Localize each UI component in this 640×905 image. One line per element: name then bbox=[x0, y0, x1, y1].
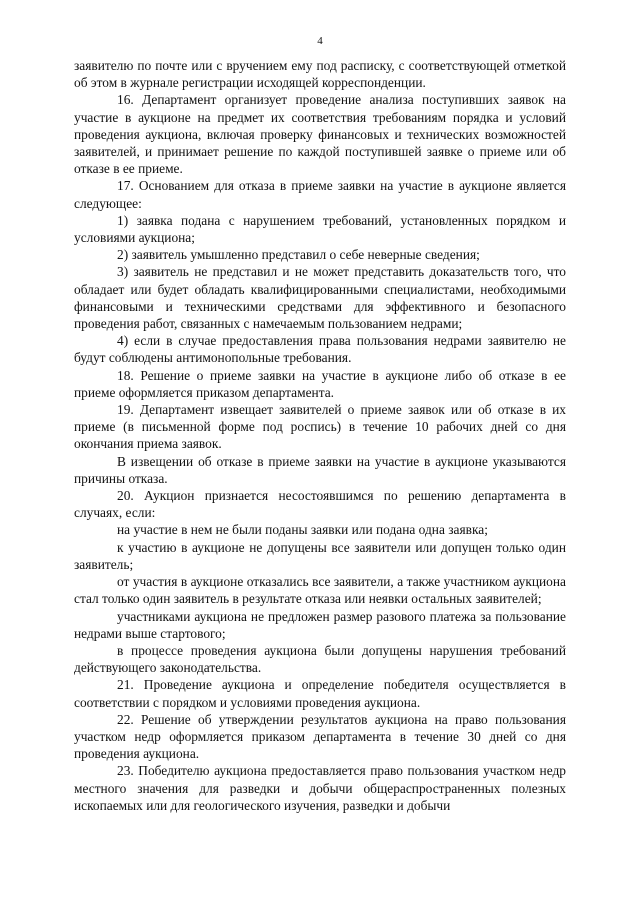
paragraph-21: 21. Проведение аукциона и определение победителя осуществляется в соответствии с порядком и условиями проведения аукциона. bbox=[74, 677, 566, 710]
paragraph-17-item-3: 3) заявитель не представил и не может представить доказательств того, что обладает или будет обладать квалифицированными специалистами, необходимыми финансовыми и техническими средствами для эффективного и безопасного проведения работ, связанных с намечаемым пользованием недрами; bbox=[74, 264, 566, 332]
paragraph-20-case-1: на участие в нем не были поданы заявки или подана одна заявка; bbox=[117, 522, 488, 538]
paragraph-20: 20. Аукцион признается несостоявшимся по решению департамента в случаях, если: bbox=[74, 488, 566, 521]
paragraph-17-item-1: 1) заявка подана с нарушением требований, установленных порядком и условиями аукциона; bbox=[74, 212, 566, 246]
document-body bbox=[74, 57, 566, 814]
paragraph-16: 16. Департамент организует проведение анализа поступивших заявок на участие в аукционе на предмет их соответствия требованиям порядка и условий проведения аукциона, включая проверку финансовых и технических возможностей заявителей, и принимает решение по каждой поступившей заявке о приеме или об отказе в ее приеме. bbox=[74, 92, 566, 177]
paragraph-19: 19. Департамент извещает заявителей о приеме заявок или об отказе в их приеме (в письменной форме под роспись) в течение 10 рабочих дней со дня окончания приема заявок. bbox=[74, 402, 566, 452]
paragraph-17: 17. Основанием для отказа в приеме заявки на участие в аукционе является следующее: bbox=[74, 178, 566, 211]
paragraph-continuation: заявителю по почте или с вручением ему под расписку, с соответствующей отметкой об этом в журнале регистрации исходящей корреспонденции. bbox=[74, 58, 566, 91]
page-number: 4 bbox=[317, 35, 323, 47]
paragraph-20-case-3: от участия в аукционе отказались все заявители, а также участником аукциона стал только один заявитель в результате отказа или неявки остальных заявителей; bbox=[74, 574, 566, 607]
paragraph-20-case-4: участниками аукциона не предложен размер разового платежа за пользование недрами выше стартового; bbox=[74, 608, 566, 641]
paragraph-23: 23. Победителю аукциона предоставляется право пользования участком недр местного значения для разведки и добычи общераспространенных полезных ископаемых или для геологического изучения, разведки и добычи bbox=[74, 763, 566, 813]
paragraph-17-item-2: 2) заявитель умышленно представил о себе неверные сведения; bbox=[117, 247, 480, 263]
paragraph-22: 22. Решение об утверждении результатов аукциона на право пользования участком недр оформляется приказом департамента в течение 30 дней со дня проведения аукциона. bbox=[74, 711, 566, 762]
paragraph-18: 18. Решение о приеме заявки на участие в аукционе либо об отказе в ее приеме оформляется приказом департамента. bbox=[74, 367, 566, 400]
paragraph-19-refusal-notice: В извещении об отказе в приеме заявки на участие в аукционе указываются причины отказа. bbox=[74, 453, 566, 486]
paragraph-17-item-4: 4) если в случае предоставления права пользования недрами заявителю не будут соблюдены антимонопольные требования. bbox=[74, 333, 566, 366]
paragraph-20-case-5: в процессе проведения аукциона были допущены нарушения требований действующего законодательства. bbox=[74, 642, 566, 676]
paragraph-20-case-2: к участию в аукционе не допущены все заявители или допущен только один заявитель; bbox=[74, 539, 566, 572]
